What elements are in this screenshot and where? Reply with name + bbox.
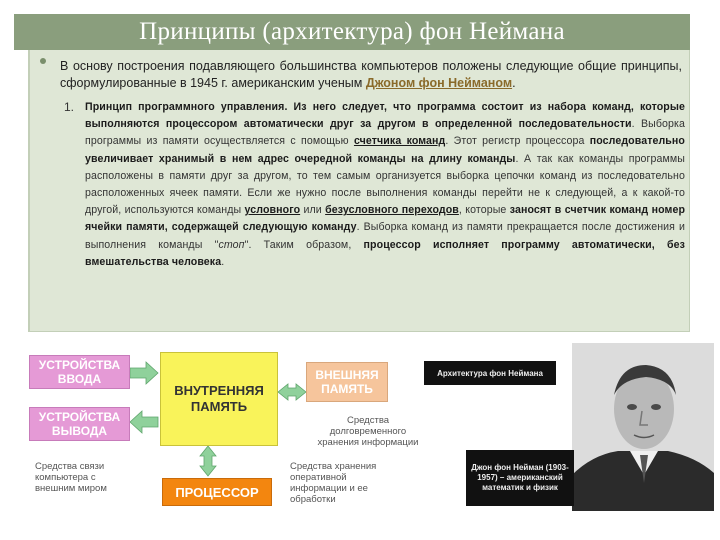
principle-text-7: , которые [458, 204, 510, 217]
principle-text-9: . Выборка команд из памяти прекращается после достижения и выполнения команды " [85, 221, 685, 251]
unconditional-jump-link[interactable]: безусловного переходов [325, 204, 459, 217]
photo-label-architecture: Архитектура фон Неймана [424, 361, 556, 385]
principle-text-10: ". Таким образом, [244, 238, 364, 251]
principle-text-2: . Выборка программы из памяти осуществляется с помощью [85, 118, 685, 148]
principle-name: Принцип программного управления [85, 101, 285, 113]
arrow-memory-external [278, 384, 306, 400]
portrait-image [572, 343, 714, 511]
principle-text-11: процессор исполняет программу автоматически, без вмешательства человека [85, 238, 685, 268]
stop-word: стоп [218, 238, 245, 251]
principle-text-3: . Этот регистр процессора [445, 135, 590, 148]
external-memory-box: ВНЕШНЯЯ ПАМЯТЬ [306, 362, 388, 402]
principle-text-8: заносят в счетчик команд номер ячейки памяти, содержащей следующую команду [85, 204, 686, 234]
principle-text-1: . Из него следует, что программа состоит из набора команд, которые выполняются процессором автоматически друг за другом в определенной последовательности [85, 101, 685, 131]
arrow-memory-processor [200, 446, 216, 476]
intro-text: В основу построения подавляющего большинства компьютеров положены следующие общие принципы, сформулированные в 1945 г. американским ученым [60, 59, 682, 90]
program-counter-link[interactable]: счетчика команд [353, 135, 446, 148]
caption-operational-memory: Средства хранения оперативной информации и ее обработки [290, 461, 377, 505]
input-devices-box: УСТРОЙСТВА ВВОДА [29, 355, 130, 389]
photo-label-biography: Джон фон Нейман (1903-1957) – американский математик и физик [466, 450, 574, 506]
intro-end: . [512, 76, 516, 90]
arrow-memory-to-output [130, 411, 158, 433]
slide-title: Принципы (архитектура) фон Неймана [14, 14, 690, 50]
output-devices-box: УСТРОЙСТВА ВЫВОДА [29, 407, 130, 441]
principle-text-6: или [300, 204, 326, 217]
principle-text-5: . А так как команды программы расположены в памяти друг за другом, то тем самым организуется выборка цепочки команд из последовательно расположенных ячеек памяти. Если же нужно после выполнения команды перейти не к следующей, а к какой-то другой, используются команды [85, 152, 685, 217]
conditional-link[interactable]: условного [244, 204, 301, 217]
principle-end: . [221, 255, 225, 268]
arrow-input-to-memory [130, 362, 158, 384]
processor-box: ПРОЦЕССОР [162, 478, 272, 506]
caption-io-devices: Средства связи компьютера с внешним миром [35, 461, 107, 494]
von-neumann-link[interactable]: Джоном фон Нейманом [365, 76, 513, 90]
von-neumann-photo [572, 343, 714, 511]
internal-memory-box: ВНУТРЕННЯЯ ПАМЯТЬ [160, 352, 278, 446]
principle-text-4: последовательно увеличивает хранимый в нем адрес очередной команды на длину команды [85, 135, 685, 165]
caption-external-memory: Средства долговременного хранения информации [317, 415, 419, 448]
item-number: 1. [64, 100, 75, 114]
